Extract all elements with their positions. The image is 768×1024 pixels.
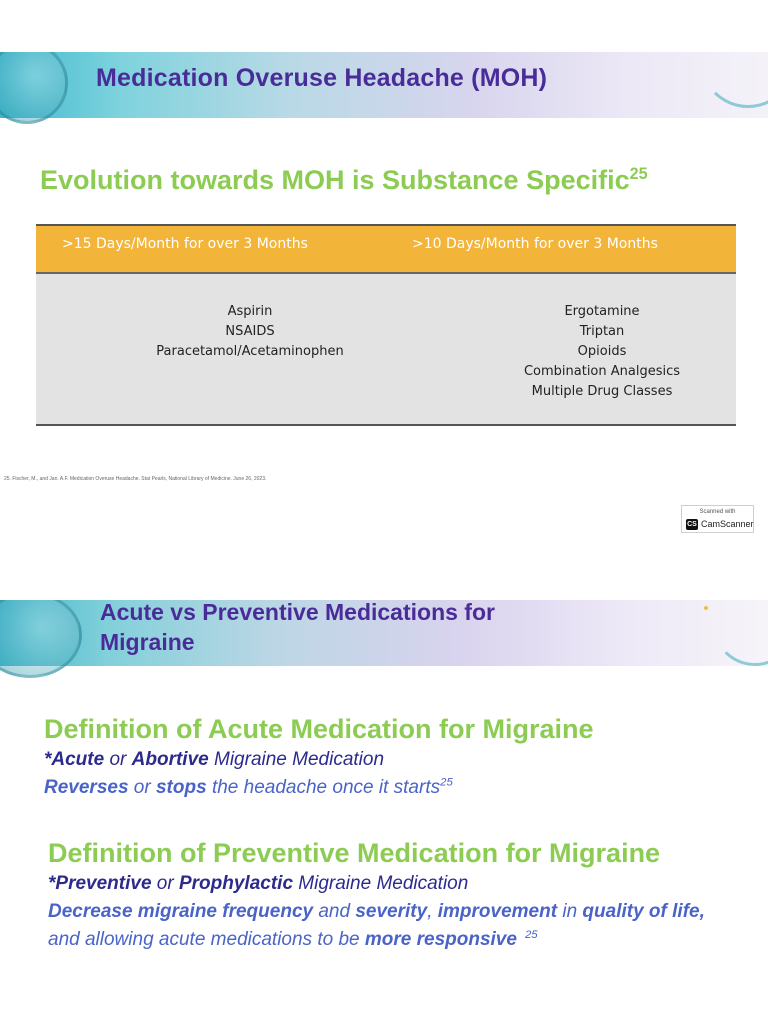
connector: or (104, 749, 132, 770)
slide-banner (0, 52, 768, 118)
connector: or (151, 873, 179, 894)
slide-title: Medication Overuse Headache (MOH) (96, 64, 548, 92)
table-cell: Opioids (577, 344, 627, 359)
table-header-15-days: >15 Days/Month for over 3 Months (62, 236, 308, 252)
camscanner-watermark (681, 505, 754, 533)
reference: 25 (440, 776, 453, 789)
preventive-heading: Definition of Preventive Medication for Migraine (48, 838, 661, 868)
slide-acute-vs-preventive (0, 600, 768, 1024)
table-cell: Ergotamine (564, 304, 640, 319)
camscanner-logo-icon: CS (687, 521, 697, 528)
acute-line-2 (44, 774, 594, 802)
term-improvement: improvement (437, 901, 558, 922)
term-acute: *Acute (44, 749, 105, 770)
text: the headache once it starts (206, 777, 441, 798)
watermark-caption: Scanned with (699, 509, 736, 515)
table-header-row (36, 226, 736, 274)
decorative-dot (704, 606, 708, 610)
table-cell: NSAIDS (225, 324, 275, 339)
term-frequency: Decrease migraine frequency (48, 901, 314, 922)
decorative-arc (700, 52, 768, 108)
table-header-10-days: >10 Days/Month for over 3 Months (412, 236, 658, 252)
text: Migraine Medication (293, 873, 469, 894)
term-severity: severity (355, 901, 428, 922)
watermark-name: CamScanner (701, 519, 754, 529)
slide-title-line-2: Migraine (100, 629, 195, 655)
moh-table (36, 224, 736, 426)
term-more-responsive: more responsive (364, 929, 517, 950)
preventive-line-1 (48, 870, 728, 898)
term-abortive: Abortive (131, 749, 209, 770)
acute-heading: Definition of Acute Medication for Migraine (44, 714, 594, 744)
text: and allowing acute medications to be (48, 929, 365, 950)
acute-line-1 (44, 746, 594, 774)
slide-title-line-1: Acute vs Preventive Medications for (100, 600, 495, 625)
text: in (557, 901, 583, 922)
slide-subtitle (40, 165, 648, 196)
term-reverses: Reverses (44, 777, 129, 798)
table-cell: Paracetamol/Acetaminophen (156, 344, 344, 359)
text: and (313, 901, 356, 922)
text: Migraine Medication (208, 749, 385, 770)
table-cell: Triptan (579, 324, 625, 339)
table-cell: Multiple Drug Classes (531, 384, 673, 399)
term-stops: stops (155, 777, 207, 798)
term-quality-of-life: quality of life, (582, 901, 705, 922)
table-cell: Combination Analgesics (523, 364, 681, 379)
slide-title (100, 600, 495, 657)
preventive-description (48, 898, 728, 954)
table-cell: Aspirin (227, 304, 273, 319)
preventive-definition (48, 836, 728, 954)
table-column-10-days (442, 302, 762, 402)
decorative-swirl (0, 600, 82, 678)
reference: 25 (524, 928, 538, 941)
slide-moh (0, 52, 768, 490)
acute-definition (44, 712, 594, 802)
text: , (427, 901, 438, 922)
term-prophylactic: Prophylactic (178, 873, 294, 894)
footnote: 25. Fischer, M., and Jan. A.F. Medication Overuse Headache. Stat Pearls, National Library of Medicine. June 26, 2023. (4, 476, 267, 482)
subtitle-reference: 25 (629, 165, 648, 183)
subtitle-text: Evolution towards MOH is Substance Specific (40, 165, 630, 195)
table-column-15-days (90, 302, 410, 362)
decorative-arc (712, 600, 768, 666)
term-preventive: *Preventive (48, 873, 152, 894)
slide-banner (0, 600, 768, 666)
connector: or (128, 777, 156, 798)
decorative-swirl (0, 52, 68, 124)
